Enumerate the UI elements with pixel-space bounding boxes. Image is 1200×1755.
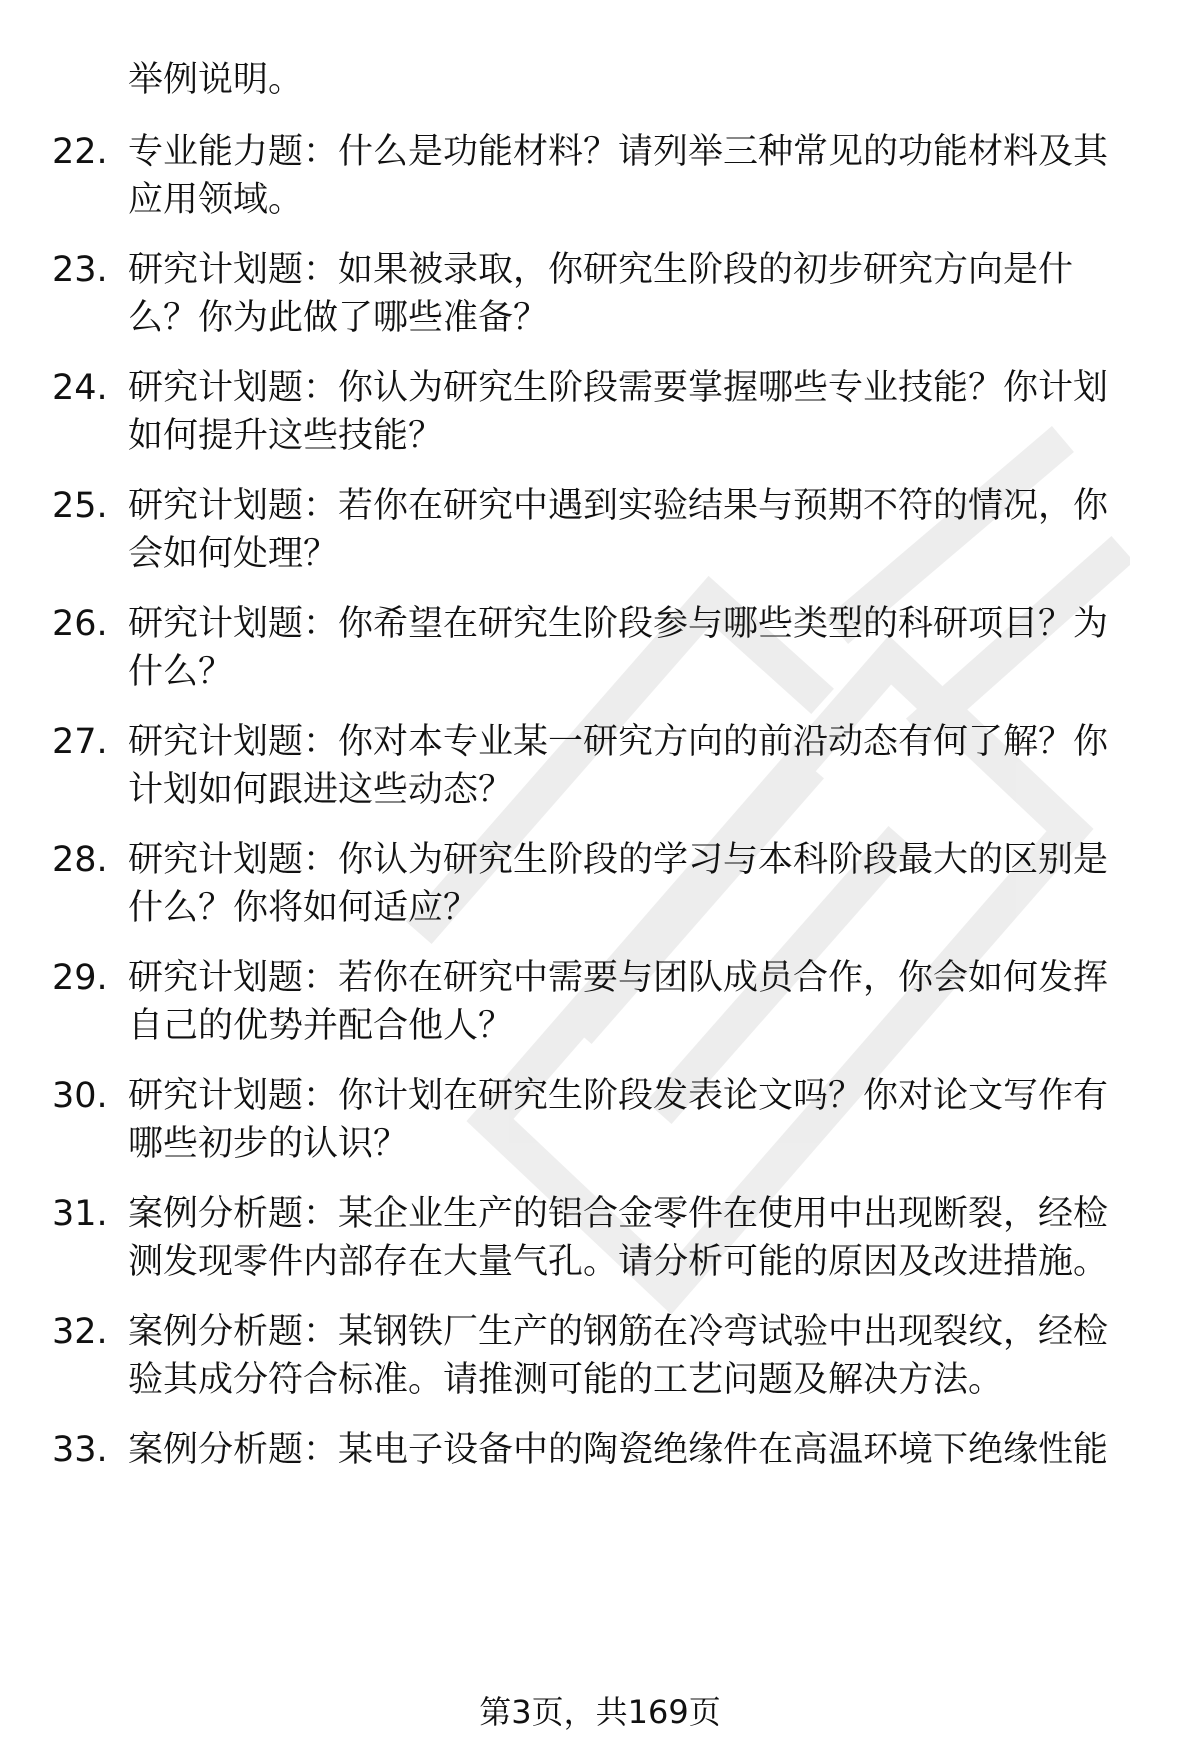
question-line-1: 案例分析题：某企业生产的铝合金零件在使用中出现断裂，经检 xyxy=(128,1194,1109,1234)
question-line-1: 研究计划题：你希望在研究生阶段参与哪些类型的科研项目？为 xyxy=(128,604,1109,644)
question-number: 33. xyxy=(52,1430,108,1470)
question-line-1: 专业能力题：什么是功能材料？请列举三种常见的功能材料及其 xyxy=(128,132,1109,172)
question-line-2: 如何提升这些技能？ xyxy=(128,416,444,456)
question-number: 23. xyxy=(52,250,108,290)
question-line-2: 么？你为此做了哪些准备？ xyxy=(128,298,549,338)
question-number: 29. xyxy=(52,958,108,998)
question-line-1: 研究计划题：你计划在研究生阶段发表论文吗？你对论文写作有 xyxy=(128,1076,1109,1116)
question-line-2: 计划如何跟进这些动态？ xyxy=(128,770,514,810)
question-line-2: 自己的优势并配合他人？ xyxy=(128,1006,514,1046)
question-number: 24. xyxy=(52,368,108,408)
continuation-line: 举例说明。 xyxy=(128,60,304,100)
question-line-1: 研究计划题：你认为研究生阶段需要掌握哪些专业技能？你计划 xyxy=(128,368,1109,408)
question-line-2: 哪些初步的认识？ xyxy=(128,1124,409,1164)
question-number: 30. xyxy=(52,1076,108,1116)
question-line-1: 研究计划题：你认为研究生阶段的学习与本科阶段最大的区别是 xyxy=(128,840,1109,880)
question-line-2: 什么？ xyxy=(128,652,234,692)
question-line-1: 研究计划题：如果被录取，你研究生阶段的初步研究方向是什 xyxy=(128,250,1074,290)
question-line-1: 案例分析题：某电子设备中的陶瓷绝缘件在高温环境下绝缘性能 xyxy=(128,1430,1109,1470)
page-footer: 第3页，共169页 xyxy=(479,1693,721,1731)
question-number: 27. xyxy=(52,722,108,762)
question-number: 22. xyxy=(52,132,108,172)
question-line-1: 研究计划题：若你在研究中需要与团队成员合作，你会如何发挥 xyxy=(128,958,1109,998)
question-line-2: 会如何处理？ xyxy=(128,534,339,574)
question-line-1: 案例分析题：某钢铁厂生产的钢筋在冷弯试验中出现裂纹，经检 xyxy=(128,1312,1109,1352)
question-line-2: 测发现零件内部存在大量气孔。请分析可能的原因及改进措施。 xyxy=(128,1242,1109,1282)
question-number: 28. xyxy=(52,840,108,880)
question-line-1: 研究计划题：若你在研究中遇到实验结果与预期不符的情况，你 xyxy=(128,486,1109,526)
question-number: 26. xyxy=(52,604,108,644)
question-number: 31. xyxy=(52,1194,108,1234)
question-line-2: 验其成分符合标准。请推测可能的工艺问题及解决方法。 xyxy=(128,1360,1004,1400)
question-number: 25. xyxy=(52,486,108,526)
question-line-2: 什么？你将如何适应？ xyxy=(128,888,479,928)
question-line-1: 研究计划题：你对本专业某一研究方向的前沿动态有何了解？你 xyxy=(128,722,1109,762)
question-number: 32. xyxy=(52,1312,108,1352)
question-line-2: 应用领域。 xyxy=(128,180,304,220)
